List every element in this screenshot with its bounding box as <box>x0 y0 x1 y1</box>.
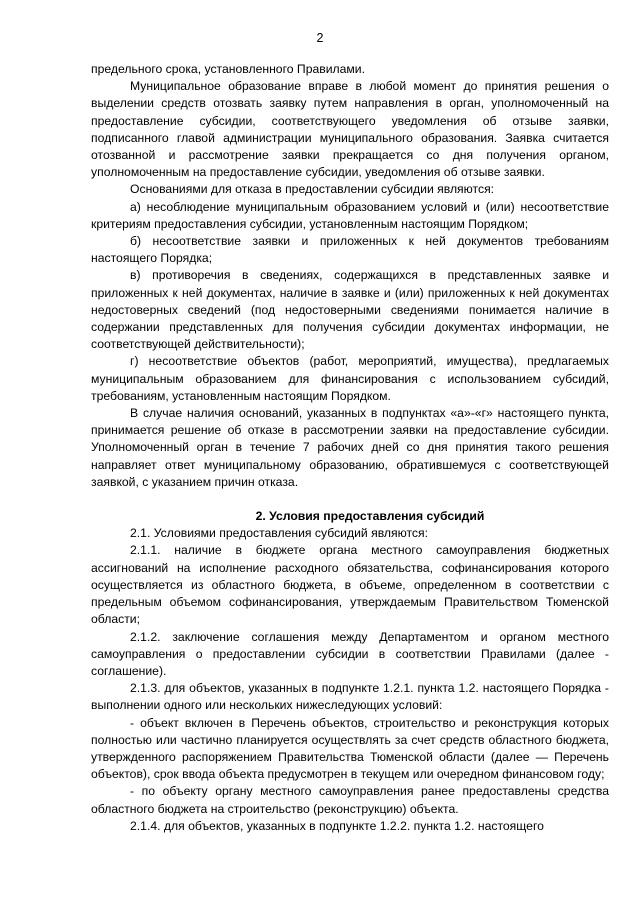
section-1-tail <box>91 61 609 491</box>
paragraph: 2.1.4. для объектов, указанных в подпункте 1.2.2. пункта 1.2. настоящего <box>130 818 544 833</box>
paragraph: г) несоответствие объектов (работ, мероприятий, имущества), предлагаемых муниципальным образованием для финансирования с использованием субсидий, требованиям, установленным настоящим Порядком. <box>91 354 609 403</box>
paragraph: б) несоответствие заявки и приложенных к ней документов требованиям настоящего Порядка; <box>91 234 609 266</box>
paragraph: 2.1. Условиями предоставления субсидий являются: <box>130 526 429 541</box>
paragraph: а) несоблюдение муниципальным образованием условий и (или) несоответствие критериям предоставления субсидии, установленным настоящим Порядком; <box>91 199 609 231</box>
section-heading: 2. Условия предоставления субсидий <box>255 509 485 524</box>
document-body <box>91 61 609 835</box>
paragraph: предельного срока, установленного Правилами. <box>91 62 365 76</box>
paragraph: Основаниями для отказа в предоставлении субсидии являются: <box>130 182 495 197</box>
paragraph: 2.1.3. для объектов, указанных в подпункте 1.2.1. пункта 1.2. настоящего Порядка - выполнении одного или нескольких нижеследующих условий: <box>91 681 609 713</box>
paragraph: 2.1.1. наличие в бюджете органа местного самоуправления бюджетных ассигнований на исполнение расходного обязательства, софинансирования которого осуществляется из областного бюджета, в объеме, определенном в соответствии с предельным объемом софинансирования, утверждаемым Правительством Тюменской области; <box>91 543 609 627</box>
paragraph: в) противоречия в сведениях, содержащихся в представленных заявке и приложенных к ней документах, наличие в заявке и (или) приложенных к ней документах недостоверных сведений (под недостоверными сведениями понимается наличие в содержании представленных для получения субсидии документах информации, не соответствующей действительности); <box>91 268 609 352</box>
page-number: 2 <box>316 31 324 45</box>
paragraph: - по объекту органу местного самоуправления ранее предоставлены средства областного бюджета на строительство (реконструкцию) объекта. <box>91 784 609 816</box>
section-2-body <box>91 525 609 835</box>
paragraph: Муниципальное образование вправе в любой момент до принятия решения о выделении средств отозвать заявку путем направления в орган, уполномоченный на предоставление субсидии, соответствующего уведомления об отзыве заявки, подписанного главой администрации муниципального образования. Заявка считается отозванной и рассмотрение заявки прекращается со дня получения органом, уполномоченным на предоставление субсидии, уведомления об отзыве заявки. <box>91 79 609 180</box>
paragraph: - объект включен в Перечень объектов, строительство и реконструкция которых полностью или частично планируется осуществлять за счет средств областного бюджета, утвержденного распоряжением Правительства Тюменской области (далее — Перечень объектов), срок ввода объекта предусмотрен в текущем или очередном финансовом году; <box>91 715 609 782</box>
paragraph: 2.1.2. заключение соглашения между Департаментом и органом местного самоуправления о предоставлении субсидии в соответствии Правилами (далее - соглашение). <box>91 629 609 678</box>
paragraph: В случае наличия оснований, указанных в подпунктах «а»-«г» настоящего пункта, принимается решение об отказе в рассмотрении заявки на предоставление субсидии. Уполномоченный орган в течение 7 рабочих дней со дня принятия такого решения направляет ответ муниципальному образованию, обратившемуся с соответствующей заявкой, с указанием причин отказа. <box>91 406 609 489</box>
